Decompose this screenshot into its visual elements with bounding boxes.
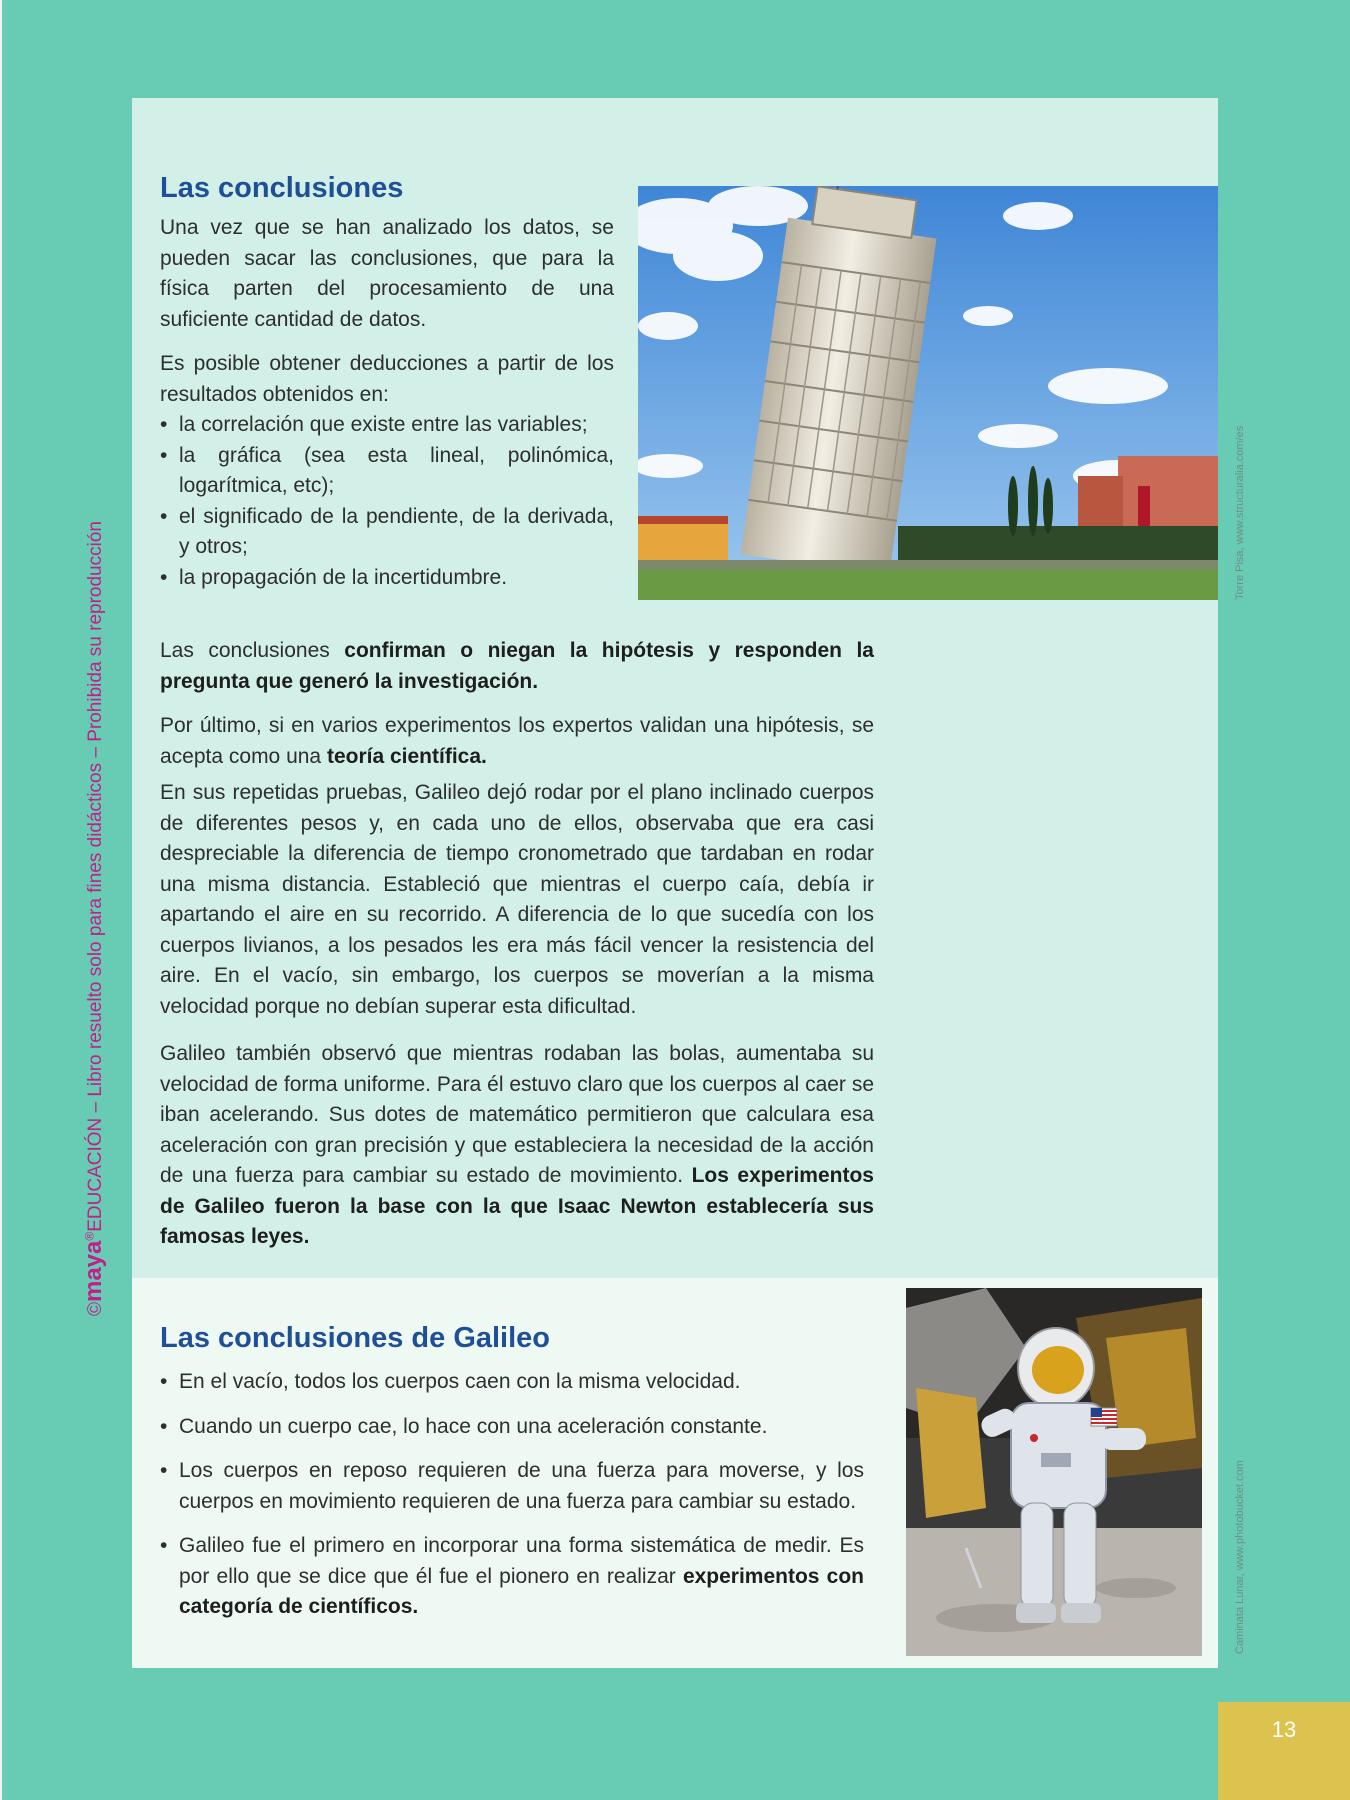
paragraph-hypothesis-bold: confirman o niegan la hipótesis y responden la pregunta que generó la investigación. — [160, 639, 874, 693]
paragraph-galileo-acceleration — [160, 1039, 874, 1253]
credit-moon: Caminata Lunar, www.photobucket.com — [1234, 1460, 1246, 1654]
paragraph-intro: Una vez que se han analizado los datos, se pueden sacar las conclusiones, que para la física parten del procesamiento de una suficiente cantidad de datos. — [160, 216, 614, 331]
list-item — [160, 1531, 864, 1623]
pisa-tower-illustration — [638, 186, 1218, 600]
sidebar-copyright — [80, 521, 108, 1316]
brand-logo: maya — [80, 1240, 107, 1302]
galileo-conclusions-box — [160, 1322, 864, 1623]
box-title: Las conclusiones de Galileo — [160, 1322, 551, 1354]
paragraph-galileo-tests: En sus repetidas pruebas, Galileo dejó rodar por el plano inclinado cuerpos de diferentes pesos y, en cada uno de ellos, observaba que era casi despreciable la diferencia de tiempo cronometrado que tardaban en rodar una misma distancia. Estableció que mientras el cuerpo caía, debía ir apartando el aire en su recorrido. A diferencia de lo que sucedía con los cuerpos livianos, a los pesados les era más fácil vencer la resistencia del aire. En el vacío, sin embargo, los cuerpos se moverían a la misma velocidad porque no debían superar esta dificultad. — [160, 781, 874, 1018]
section-title: Las conclusiones — [160, 172, 404, 204]
page-edge-line — [0, 0, 2, 1800]
list-item: • la correlación que existe entre las variables; — [160, 410, 614, 441]
registered-mark: ® — [82, 1231, 97, 1241]
paragraph-theory-bold: teoría científica. — [326, 744, 487, 768]
deductions-list — [160, 410, 614, 593]
list-item: • Los cuerpos en reposo requieren de una fuerza para moverse, y los cuerpos en movimiento requieren de una fuerza para cambiar su estado. — [160, 1456, 864, 1517]
astronaut-illustration — [906, 1288, 1202, 1656]
pisa-tower-photo — [638, 186, 1218, 600]
list-item: • el significado de la pendiente, de la derivada, y otros; — [160, 502, 614, 563]
copyright-symbol: © — [85, 1302, 106, 1316]
sidebar-text: EDUCACIÓN – Libro resuelto solo para fines didácticos – Prohibida su reproducción — [85, 521, 106, 1232]
list-item-text: Galileo fue el primero en incorporar una forma sistemática de medir. Es por ello que se dice que él fue el pionero en realizar — [179, 1534, 864, 1588]
paragraph-acceleration-text: Galileo también observó que mientras rodaban las bolas, aumentaba su velocidad de forma uniforme. Para él estuvo claro que los cuerpos al caer se iban acelerando. Sus dotes de matemático permitieron que calculara esa aceleración con gran precisión y que estableciera la necesidad de la acción de una fuerza para cambiar su estado de movimiento. — [160, 1042, 874, 1187]
paragraph-hypothesis-text: Las conclusiones — [160, 639, 345, 662]
credit-pisa: Torre Pisa, www.structuralia.com/es — [1234, 425, 1246, 600]
conclusions-body — [160, 636, 874, 1253]
paragraph-theory-text: Por último, si en varios experimentos los expertos validan una hipótesis, se acepta como una — [160, 714, 874, 768]
paragraph-acceleration-bold: Los experimentos de Galileo fueron la base con la que Isaac Newton establecería sus famosas leyes. — [160, 1164, 874, 1248]
galileo-list — [160, 1367, 864, 1623]
conclusions-intro — [160, 172, 614, 593]
list-item: • la gráfica (sea esta lineal, polinómica, logarítmica, etc); — [160, 441, 614, 502]
paragraph-hypothesis — [160, 636, 874, 697]
paragraph-deductions: Es posible obtener deducciones a partir de los resultados obtenidos en: — [160, 352, 614, 406]
list-item: • la propagación de la incertidumbre. — [160, 563, 614, 594]
list-item-bold: experimentos con categoría de científicos. — [179, 1564, 864, 1618]
list-item: • Cuando un cuerpo cae, lo hace con una aceleración constante. — [160, 1412, 864, 1443]
moon-walk-photo — [906, 1288, 1202, 1656]
list-item: • En el vacío, todos los cuerpos caen con la misma velocidad. — [160, 1367, 864, 1398]
paragraph-theory — [160, 711, 874, 772]
page-number: 13 — [1218, 1702, 1350, 1800]
